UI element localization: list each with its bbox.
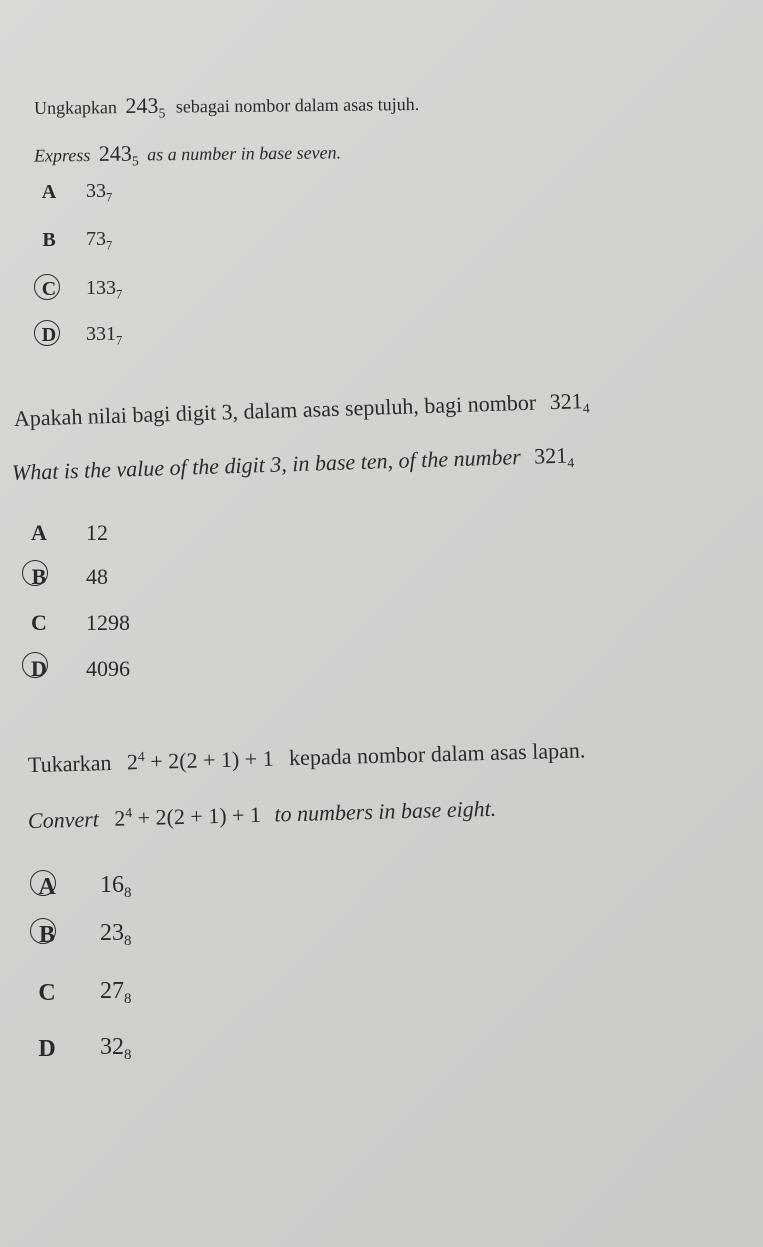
q3-malay-prompt bbox=[28, 737, 586, 778]
q1-malay-prompt bbox=[34, 90, 420, 123]
q2-malay-base: 4 bbox=[582, 400, 590, 416]
q3-english-prefix: Convert bbox=[27, 806, 100, 834]
q1-malay-prefix: Ungkapkan bbox=[33, 97, 118, 119]
q1-option-d-letter: D bbox=[41, 324, 57, 347]
q1-english-base: 5 bbox=[131, 153, 139, 169]
q2-english-prompt bbox=[12, 442, 575, 488]
q1-english-prefix: Express bbox=[33, 145, 91, 166]
q2-option-a[interactable] bbox=[28, 520, 108, 546]
q2-option-b-letter: B bbox=[28, 564, 50, 590]
q3-option-c-value: 27 bbox=[100, 978, 124, 1004]
q2-malay-number: 321 bbox=[549, 388, 583, 415]
q1-option-a-letter: A bbox=[41, 181, 57, 204]
q3-option-b-base: 8 bbox=[124, 933, 132, 950]
q2-option-c[interactable] bbox=[28, 610, 130, 636]
q2-option-b-value: 48 bbox=[86, 564, 108, 589]
q3-option-c-letter: C bbox=[38, 979, 56, 1006]
q3-option-a-letter: A bbox=[36, 874, 58, 901]
q1-option-b-value: 73 bbox=[86, 228, 106, 250]
q2-option-a-value: 12 bbox=[86, 520, 108, 545]
q3-english-expr-base: 2 bbox=[114, 805, 126, 831]
q3-option-d-value: 32 bbox=[100, 1034, 124, 1060]
q1-option-b[interactable] bbox=[40, 228, 112, 253]
q1-option-a-base: 7 bbox=[106, 190, 113, 205]
q3-option-b-letter: B bbox=[36, 922, 58, 949]
q3-english-expr-exp: 4 bbox=[125, 805, 133, 821]
q3-option-a[interactable] bbox=[36, 872, 131, 902]
q1-option-a-value: 33 bbox=[86, 180, 106, 202]
q1-english-prompt bbox=[34, 138, 341, 170]
q3-malay-expr-exp: 4 bbox=[137, 748, 145, 765]
q1-option-d-base: 7 bbox=[116, 333, 123, 348]
q2-malay-text: Apakah nilai bagi digit 3, dalam asas sepuluh, bagi nombor bbox=[13, 389, 537, 431]
q1-english-number: 243 bbox=[98, 140, 132, 166]
q3-option-d-base: 8 bbox=[124, 1047, 132, 1064]
q1-malay-number: 243 bbox=[125, 92, 159, 119]
q3-malay-suffix: kepada nombor dalam asas lapan. bbox=[288, 737, 586, 771]
q2-english-number: 321 bbox=[533, 442, 568, 469]
q2-option-c-value: 1298 bbox=[86, 610, 130, 635]
q3-english-expression bbox=[114, 802, 261, 831]
q1-option-d[interactable] bbox=[40, 323, 122, 348]
q3-malay-expression bbox=[127, 746, 274, 775]
q1-option-c[interactable] bbox=[40, 277, 122, 302]
q3-malay-expr-base: 2 bbox=[126, 749, 139, 775]
q2-english-base: 4 bbox=[567, 455, 575, 471]
q1-malay-suffix: sebagai nombor dalam asas tujuh. bbox=[175, 93, 420, 117]
q1-option-c-base: 7 bbox=[116, 287, 123, 302]
q2-malay-prompt bbox=[14, 388, 590, 435]
q3-malay-expr-rest: + 2(2 + 1) + 1 bbox=[149, 745, 274, 774]
q2-option-c-letter: C bbox=[31, 610, 47, 635]
q3-option-a-value: 16 bbox=[100, 872, 124, 898]
q3-english-suffix: to numbers in base eight. bbox=[274, 795, 497, 827]
q3-english-expr-rest: + 2(2 + 1) + 1 bbox=[137, 802, 262, 831]
q3-option-c[interactable] bbox=[36, 978, 131, 1008]
q2-option-d[interactable] bbox=[28, 656, 130, 682]
q2-option-a-letter: A bbox=[31, 520, 47, 545]
q2-option-d-value: 4096 bbox=[86, 656, 130, 681]
q1-english-suffix: as a number in base seven. bbox=[147, 142, 342, 165]
q3-option-d-letter: D bbox=[38, 1035, 56, 1062]
q3-english-prompt bbox=[28, 796, 497, 834]
q2-option-d-letter: D bbox=[28, 656, 50, 682]
q3-option-b[interactable] bbox=[36, 920, 131, 950]
q1-option-c-letter: C bbox=[41, 278, 57, 301]
q2-option-b[interactable] bbox=[28, 564, 108, 590]
q1-option-b-letter: B bbox=[42, 229, 56, 252]
q2-english-text: What is the value of the digit 3, in base ten, of the number bbox=[11, 444, 522, 485]
q1-option-d-value: 331 bbox=[86, 323, 116, 345]
q3-malay-prefix: Tukarkan bbox=[27, 749, 112, 778]
q3-option-c-base: 8 bbox=[124, 991, 132, 1008]
q3-option-d[interactable] bbox=[36, 1034, 131, 1064]
q1-option-b-base: 7 bbox=[106, 238, 113, 253]
q1-option-a[interactable] bbox=[40, 180, 112, 205]
q1-option-c-value: 133 bbox=[86, 277, 116, 299]
q3-option-a-base: 8 bbox=[124, 885, 132, 902]
q1-malay-base: 5 bbox=[158, 105, 166, 121]
q3-option-b-value: 23 bbox=[100, 920, 124, 946]
